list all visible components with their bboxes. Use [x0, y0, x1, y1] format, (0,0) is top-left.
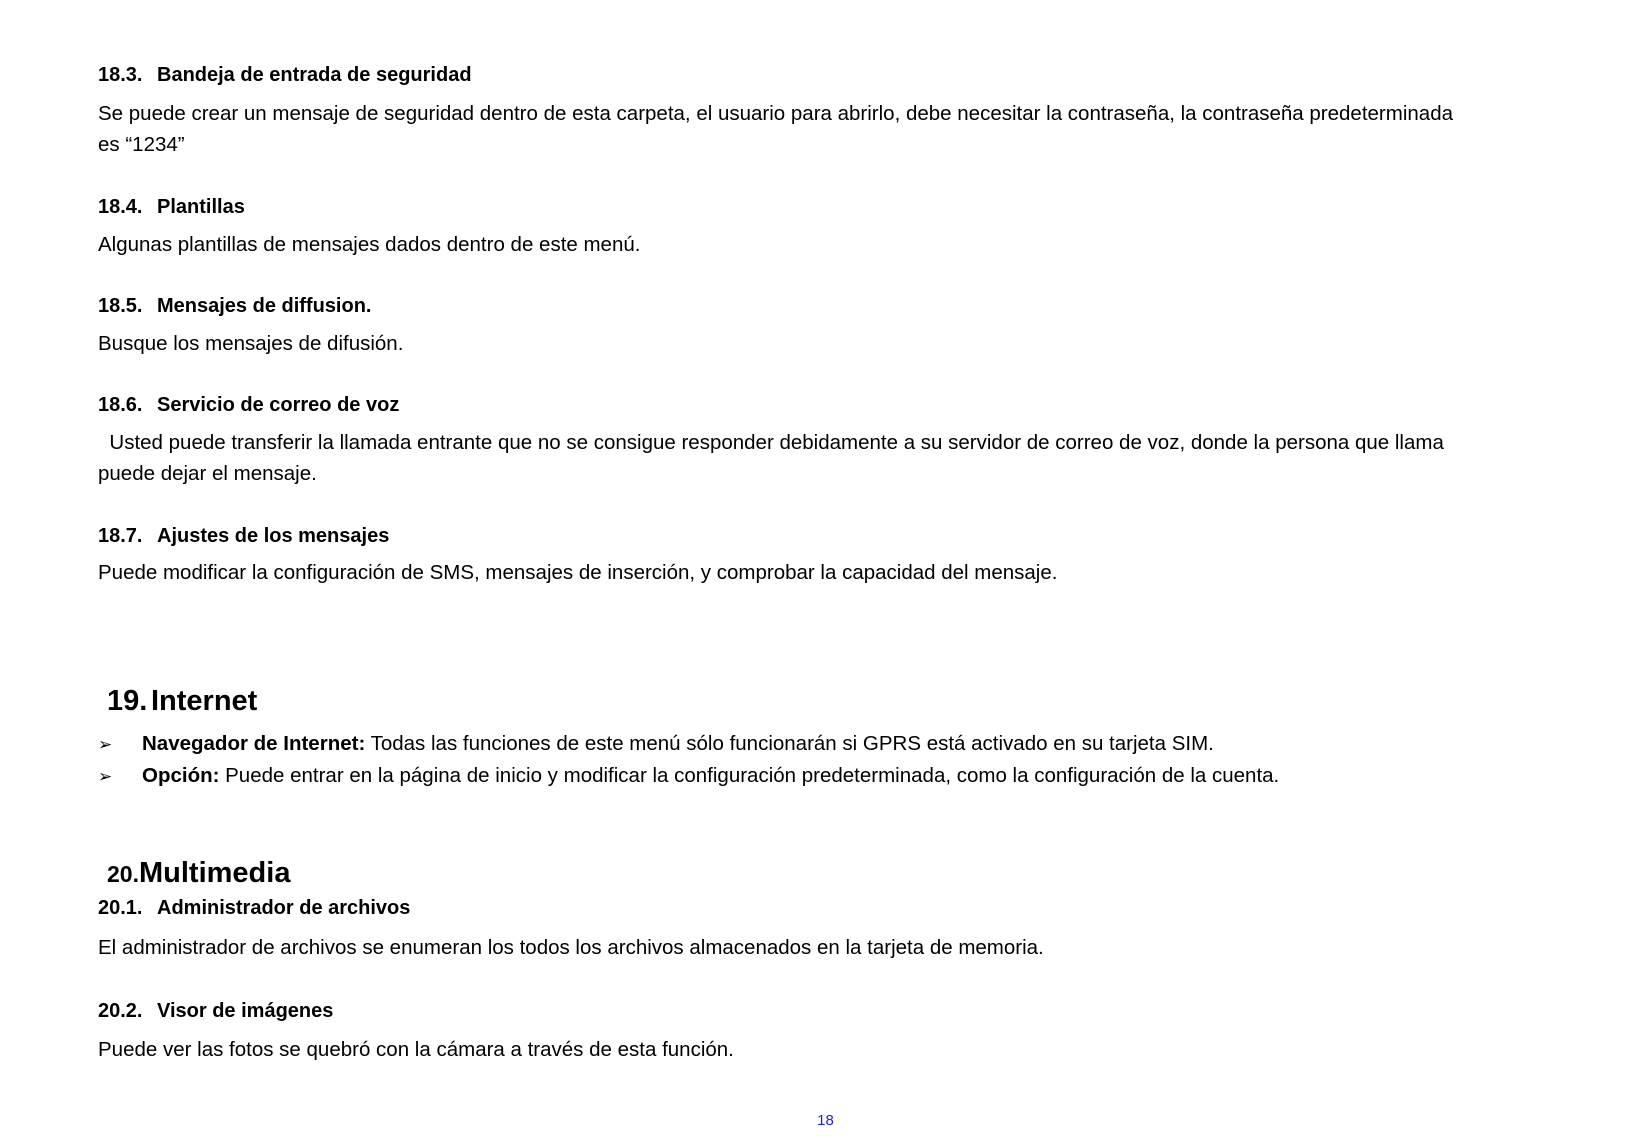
bullet-term: Opción:	[142, 764, 220, 787]
heading-title: Bandeja de entrada de seguridad	[157, 64, 472, 86]
bullet-text: Puede entrar en la página de inicio y modificar la configuración predeterminada, como la configuración de la cuenta.	[219, 764, 1280, 787]
section-heading-20	[107, 856, 290, 891]
heading-number: 18.5.	[98, 295, 143, 317]
heading-18-5	[98, 294, 371, 318]
heading-18-7	[98, 524, 389, 548]
heading-title: Servicio de correo de voz	[157, 394, 400, 416]
paragraph-18-7: Puede modificar la configuración de SMS, mensajes de inserción, y comprobar la capacidad del mensaje.	[98, 561, 1058, 584]
arrow-bullet-icon: ➢	[98, 735, 113, 754]
paragraph-20-2: Puede ver las fotos se quebró con la cámara a través de esta función.	[98, 1038, 734, 1061]
paragraph-18-6-line1: Usted puede transferir la llamada entrante que no se consigue responder debidamente a su servidor de correo de voz, donde la persona que llama	[98, 431, 1444, 454]
heading-number: 18.3.	[98, 64, 143, 86]
section-number: 19.	[107, 685, 148, 717]
heading-18-4	[98, 195, 245, 219]
heading-title: Plantillas	[157, 196, 245, 218]
section-title: Multimedia	[138, 857, 291, 889]
heading-18-3	[98, 63, 472, 87]
paragraph-18-3-line1: Se puede crear un mensaje de seguridad dentro de esta carpeta, el usuario para abrirlo, debe necesitar la contraseña, la contraseña predeterminada	[98, 102, 1453, 125]
paragraph-18-4: Algunas plantillas de mensajes dados dentro de este menú.	[98, 233, 641, 256]
heading-number: 18.7.	[98, 525, 143, 547]
heading-title: Ajustes de los mensajes	[157, 525, 390, 547]
heading-number: 20.1.	[98, 897, 143, 919]
page-number: 18	[817, 1112, 834, 1129]
bullet-item-opcion	[98, 763, 1279, 790]
paragraph-18-3-line2: es “1234”	[98, 133, 185, 156]
heading-title: Mensajes de diffusion.	[157, 295, 372, 317]
heading-18-6	[98, 393, 399, 417]
heading-20-2	[98, 999, 333, 1023]
heading-20-1	[98, 896, 410, 920]
heading-number: 20.2.	[98, 1000, 143, 1022]
heading-number: 18.6.	[98, 394, 143, 416]
paragraph-18-6-line2: puede dejar el mensaje.	[98, 462, 317, 485]
heading-number: 18.4.	[98, 196, 143, 218]
bullet-term: Navegador de Internet:	[142, 732, 366, 755]
section-number: 20.	[107, 861, 139, 887]
bullet-item-navegador	[98, 731, 1214, 758]
paragraph-20-1: El administrador de archivos se enumeran los todos los archivos almacenados en la tarjeta de memoria.	[98, 936, 1044, 959]
arrow-bullet-icon: ➢	[98, 767, 113, 786]
section-heading-19	[107, 684, 257, 718]
heading-title: Administrador de archivos	[157, 897, 411, 919]
heading-title: Visor de imágenes	[157, 1000, 334, 1022]
bullet-text: Todas las funciones de este menú sólo funcionarán si GPRS está activado en su tarjeta SIM.	[365, 732, 1214, 755]
paragraph-18-5: Busque los mensajes de difusión.	[98, 332, 404, 355]
section-title: Internet	[151, 685, 258, 717]
